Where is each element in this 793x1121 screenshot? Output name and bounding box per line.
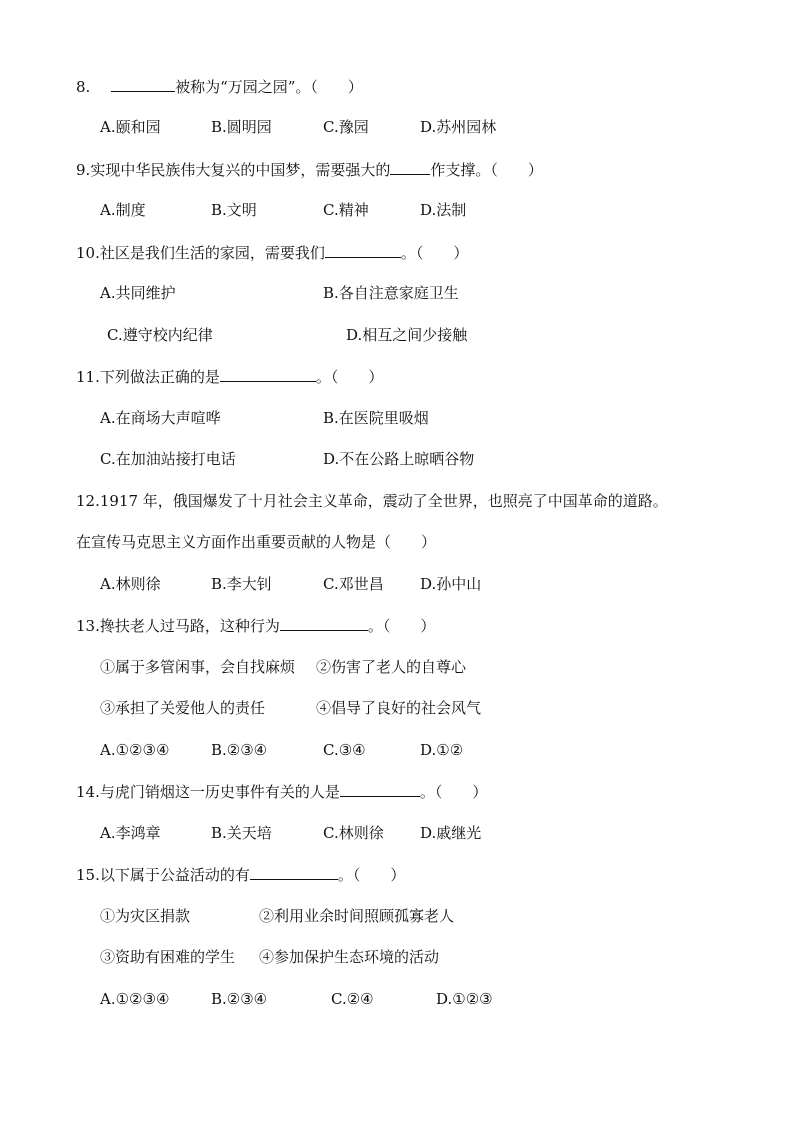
option-d: D.①②③ [436, 990, 493, 1008]
statement-3: ③资助有困难的学生 [100, 948, 236, 966]
option-d: D.①② [420, 741, 464, 759]
option-d: D.戚继光 [420, 824, 482, 842]
question-15 [76, 864, 405, 885]
option-b: B.各自注意家庭卫生 [323, 284, 459, 302]
option-d: D.法制 [420, 201, 467, 219]
question-text-post: 作支撑。（ ） [430, 161, 543, 179]
option-c: C.③④ [323, 741, 366, 759]
statement-2: ②利用业余时间照顾孤寡老人 [259, 907, 455, 925]
option-b: B.在医院里吸烟 [323, 409, 429, 427]
question-11 [76, 366, 383, 387]
question-number: 9. [76, 161, 91, 179]
option-c: C.豫园 [323, 118, 369, 136]
question-number: 15. [76, 866, 100, 884]
question-text-pre: 与虎门销烟这一历史事件有关的人是 [99, 783, 340, 801]
option-a: A.李鸿章 [100, 824, 161, 842]
option-d: D.不在公路上晾晒谷物 [323, 450, 475, 468]
question-text-pre: 下列做法正确的是 [99, 368, 220, 386]
option-c: C.②④ [331, 990, 374, 1008]
question-text-post: 。（ ） [400, 244, 469, 262]
option-c: C.在加油站接打电话 [100, 450, 236, 468]
option-b: B.②③④ [211, 741, 268, 759]
question-12 [76, 491, 668, 511]
question-13 [76, 615, 435, 636]
option-d: D.相互之间少接触 [346, 326, 468, 344]
answer-blank [280, 615, 368, 631]
option-c: C.林则徐 [323, 824, 384, 842]
statement-4: ④倡导了良好的社会风气 [316, 699, 482, 717]
option-a: A.制度 [100, 201, 146, 219]
question-text-line1: 1917 年，俄国爆发了十月社会主义革命，震动了全世界，也照亮了中国革命的道路。 [99, 492, 668, 510]
question-text-pre: 社区是我们生活的家园，需要我们 [99, 244, 325, 262]
answer-blank [111, 76, 175, 92]
question-text-post: 。（ ） [315, 368, 384, 386]
option-a: A.林则徐 [100, 575, 161, 593]
question-text-post: 被称为“万园之园”。（ ） [175, 78, 363, 96]
option-c: C.邓世昌 [323, 575, 384, 593]
question-number: 8. [76, 78, 91, 96]
option-c: C.精神 [323, 201, 369, 219]
question-14 [76, 781, 487, 802]
answer-blank [390, 159, 430, 175]
statement-4: ④参加保护生态环境的活动 [259, 948, 440, 966]
option-d: D.孙中山 [420, 575, 482, 593]
question-number: 11. [76, 368, 100, 386]
question-12-continued: 在宣传马克思主义方面作出重要贡献的人物是（ ） [76, 533, 437, 551]
option-b: B.文明 [211, 201, 257, 219]
question-number: 10. [76, 244, 100, 262]
question-text-pre: 以下属于公益活动的有 [99, 866, 250, 884]
question-text-post: 。（ ） [419, 783, 488, 801]
question-text-post: 。（ ） [337, 866, 406, 884]
option-b: B.关天培 [211, 824, 272, 842]
option-a: A.①②③④ [100, 741, 170, 759]
option-b: B.圆明园 [211, 118, 272, 136]
option-a: A.共同维护 [100, 284, 176, 302]
statement-1: ①为灾区捐款 [100, 907, 191, 925]
option-c: C.遵守校内纪律 [107, 326, 213, 344]
option-b: B.李大钊 [211, 575, 272, 593]
option-d: D.苏州园林 [420, 118, 497, 136]
statement-1: ①属于多管闲事，会自找麻烦 [100, 658, 296, 676]
statement-3: ③承担了关爱他人的责任 [100, 699, 266, 717]
answer-blank [325, 242, 401, 258]
option-a: A.颐和园 [100, 118, 161, 136]
option-b: B.②③④ [211, 990, 268, 1008]
statement-2: ②伤害了老人的自尊心 [316, 658, 467, 676]
question-text-post: 。（ ） [367, 617, 436, 635]
answer-blank [250, 864, 338, 880]
answer-blank [340, 781, 420, 797]
question-text-pre: 实现中华民族伟大复兴的中国梦，需要强大的 [90, 161, 391, 179]
question-text-pre: 搀扶老人过马路，这种行为 [99, 617, 280, 635]
question-8 [76, 76, 363, 97]
question-number: 14. [76, 783, 100, 801]
question-number: 13. [76, 617, 100, 635]
question-9 [76, 159, 543, 180]
option-a: A.①②③④ [100, 990, 170, 1008]
question-10 [76, 242, 468, 263]
question-number: 12. [76, 492, 100, 510]
option-a: A.在商场大声喧哗 [100, 409, 221, 427]
answer-blank [220, 366, 316, 382]
